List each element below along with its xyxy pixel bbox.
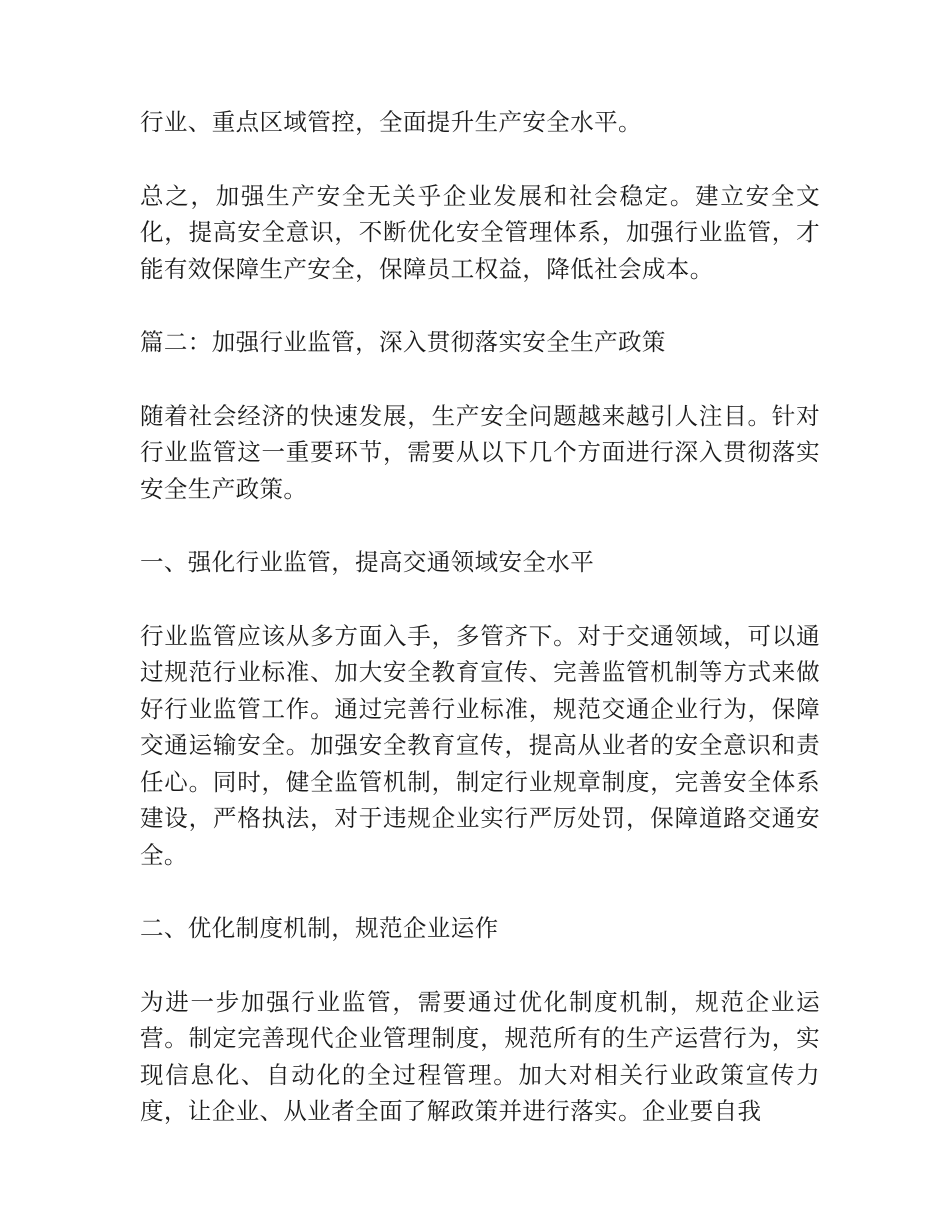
subheading-one: 一、强化行业监管，提高交通领域安全水平 — [140, 548, 595, 576]
document-body — [140, 104, 820, 1167]
section-heading-part-two: 篇二：加强行业监管，深入贯彻落实安全生产政策 — [140, 328, 666, 356]
paragraph-system-mechanism: 为进一步加强行业监管，需要通过优化制度机制，规范企业运营。制定完善现代企业管理制度，规范所有的生产运营行为，实现信息化、自动化的全过程管理。加大对相关行业政策宣传力度，让企业、从业者全面了解政策并进行落实。企业要自我 — [140, 987, 820, 1125]
subheading-two: 二、优化制度机制，规范企业运作 — [140, 914, 499, 942]
paragraph-continuation: 行业、重点区域管控，全面提升生产安全水平。 — [140, 108, 642, 136]
paragraph-conclusion: 总之，加强生产安全无关乎企业发展和社会稳定。建立安全文化，提高安全意识，不断优化安全管理体系，加强行业监管，才能有效保障生产安全，保障员工权益，降低社会成本。 — [140, 181, 820, 283]
paragraph-intro: 随着社会经济的快速发展，生产安全问题越来越引人注目。针对行业监管这一重要环节，需要从以下几个方面进行深入贯彻落实安全生产政策。 — [140, 401, 820, 503]
paragraph-traffic-regulation: 行业监管应该从多方面入手，多管齐下。对于交通领域，可以通过规范行业标准、加大安全教育宣传、完善监管机制等方式来做好行业监管工作。通过完善行业标准，规范交通企业行为，保障交通运输安全。加强安全教育宣传，提高从业者的安全意识和责任心。同时，健全监管机制，制定行业规章制度，完善安全体系建设，严格执法，对于违规企业实行严厉处罚，保障道路交通安全。 — [140, 621, 820, 869]
